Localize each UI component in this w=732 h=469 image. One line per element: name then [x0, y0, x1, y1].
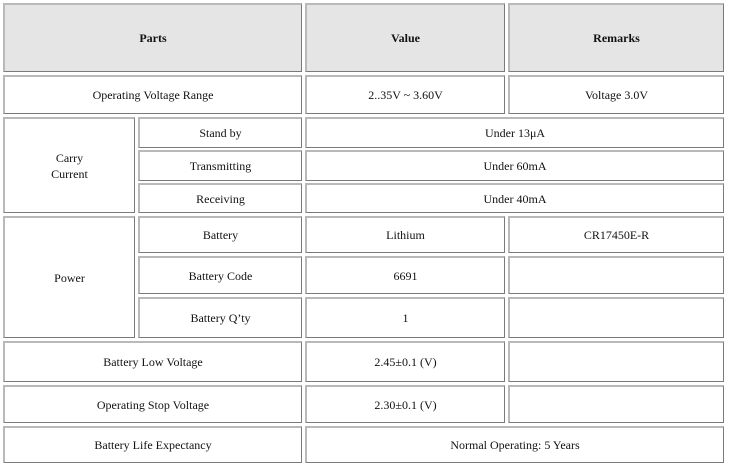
operating-voltage-label: Operating Voltage Range — [3, 75, 302, 114]
battery-label: Battery — [138, 216, 302, 253]
carry-current-label-line2: Current — [51, 166, 88, 181]
battery-qty-value: 1 — [305, 297, 505, 338]
header-parts: Parts — [3, 3, 302, 72]
battery-qty-remarks — [508, 297, 724, 338]
battery-life-label: Battery Life Expectancy — [3, 426, 302, 463]
transmitting-label: Transmitting — [138, 150, 302, 181]
battery-life-value: Normal Operating: 5 Years — [305, 426, 724, 463]
receiving-value: Under 40mA — [305, 183, 724, 213]
battery-qty-label: Battery Q’ty — [138, 297, 302, 338]
operating-voltage-remarks: Voltage 3.0V — [508, 75, 724, 114]
battery-low-voltage-value: 2.45±0.1 (V) — [305, 341, 505, 382]
battery-remarks: CR17450E-R — [508, 216, 724, 253]
transmitting-value: Under 60mA — [305, 150, 724, 181]
standby-value: Under 13μA — [305, 117, 724, 148]
carry-current-label-line1: Carry — [55, 150, 84, 165]
power-label: Power — [3, 216, 135, 338]
battery-code-value: 6691 — [305, 256, 505, 294]
operating-stop-voltage-remarks — [508, 385, 724, 423]
standby-label: Stand by — [138, 117, 302, 148]
operating-voltage-value: 2..35V ~ 3.60V — [305, 75, 505, 114]
battery-code-remarks — [508, 256, 724, 294]
receiving-label: Receiving — [138, 183, 302, 213]
operating-stop-voltage-label: Operating Stop Voltage — [3, 385, 302, 423]
header-value: Value — [305, 3, 505, 72]
battery-low-voltage-label: Battery Low Voltage — [3, 341, 302, 382]
carry-current-label — [3, 117, 135, 213]
battery-value: Lithium — [305, 216, 505, 253]
battery-low-voltage-remarks — [508, 341, 724, 382]
header-remarks: Remarks — [508, 3, 724, 72]
battery-code-label: Battery Code — [138, 256, 302, 294]
operating-stop-voltage-value: 2.30±0.1 (V) — [305, 385, 505, 423]
